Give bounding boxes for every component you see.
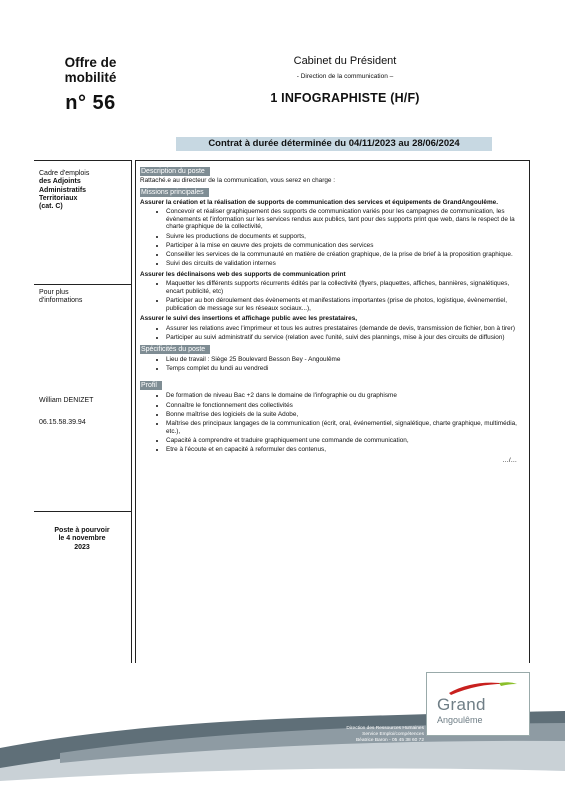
cadre-emplois [39, 170, 131, 211]
logo-grand: Grand [437, 695, 486, 714]
list-item: • Connaître le fonctionnement des collectivités [166, 402, 525, 410]
contract-banner: Contrat à durée déterminée du 04/11/2023 au 28/06/2024 [176, 137, 492, 151]
offer-title-line2: mobilité [64, 70, 117, 85]
job-title: 1 INFOGRAPHISTE (H/F) [270, 91, 420, 105]
profil-heading: Profil [140, 381, 162, 390]
info-label-1: Pour plus [39, 289, 69, 296]
poste-line-1: Poste à pourvoir [54, 527, 110, 534]
description-intro: Rattaché.e au directeur de la communication, vous serez en charge : [140, 177, 336, 184]
grandangouleme-logo [426, 672, 530, 736]
left-divider-1 [34, 284, 131, 285]
list-item: • Etre à l'écoute et en capacité à reformuler des contenus, [166, 446, 525, 454]
missions-list-2 [140, 280, 525, 312]
list-item: • Suivi des circuits de validation internes [166, 260, 525, 268]
list-item: • Suivre les productions de documents et supports, [166, 233, 525, 241]
list-item: • Participer à la mise en œuvre des projets de communication des services [166, 242, 525, 250]
cadre-label: Cadre d'emplois [39, 170, 90, 177]
cadre-value-1: des Adjoints [39, 178, 81, 186]
left-column [34, 160, 132, 663]
poste-a-pourvoir [34, 527, 130, 552]
list-item: • Maîtrise des principaux langages de la communication (écrit, oral, événementiel, signalétique, charte graphique, multimédia, etc.), [166, 420, 525, 435]
list-item: • Concevoir et réaliser graphiquement des supports de communication variés pour les campagnes de communication, les évènements et l'information sur les services rendus aux publics, tant pour des supports print que web, dans le respect de la charte graphique de la collectivité, [166, 208, 525, 231]
missions-sub-1: Assurer la création et la réalisation de supports de communication des services et équipements de GrandAngoulême. [140, 198, 498, 206]
list-item: • Assurer les relations avec l'imprimeur et tous les autres prestataires (demande de devis, transmission de fichier, bon à tirer) [166, 325, 525, 333]
cabinet-title: Cabinet du Président [293, 55, 397, 67]
footer-line-3: Béatrice Baron - 05 45 38 60 72 [355, 738, 424, 743]
list-item: • Lieu de travail : Siège 25 Boulevard Besson Bey - Angoulême [166, 356, 525, 364]
logo-swoosh-icon [429, 675, 529, 697]
poste-line-3: 2023 [74, 543, 90, 551]
left-divider-2 [34, 511, 131, 512]
list-item: • Participer au suivi administratif du service (relation avec l'unité, suivi des plannings, mise à jour des circuits de diffusion) [166, 334, 525, 342]
contact-name: William DENIZET [39, 397, 94, 404]
right-column [135, 160, 530, 663]
list-item: • Participer au bon déroulement des évènements et manifestations importantes (prise de photos, logistique, évènementiel, publication de message sur les réseaux sociaux...), [166, 297, 525, 312]
specificites-list [140, 356, 525, 373]
offer-number: n° 56 [65, 92, 116, 114]
missions-list-3 [140, 325, 525, 342]
continued-marker: …/… [502, 456, 517, 464]
list-item: • Bonne maîtrise des logiciels de la suite Adobe, [166, 411, 525, 419]
profil-list [140, 392, 525, 453]
missions-sub-3: Assurer le suivi des insertions et affichage public avec les prestataires, [140, 315, 358, 323]
list-item: • Temps complet du lundi au vendredi [166, 365, 525, 373]
list-item: • De formation de niveau Bac +2 dans le domaine de l'infographie ou du graphisme [166, 392, 525, 400]
logo-angouleme: Angoulême [437, 715, 483, 725]
list-item: • Conseiller les services de la communauté en matière de création graphique, de la prise de brief à la proposition graphique. [166, 251, 525, 259]
info-label-2: d'informations [39, 297, 83, 305]
cadre-value-4: (cat. C) [39, 203, 63, 211]
info-label [39, 289, 131, 306]
contact-phone: 06.15.58.39.94 [39, 419, 86, 426]
footer-line-1: Direction des Ressources Humaines [346, 726, 424, 731]
list-item: • Maquetter les différents supports récurrents édités par la collectivité (flyers, plaquettes, affiches, bannières, signalétiques, encart publicité, etc) [166, 280, 525, 295]
missions-sub-2: Assurer les déclinaisons web des supports de communication print [140, 270, 346, 278]
cadre-value-3: Territoriaux [39, 194, 78, 202]
cadre-value-2: Administratifs [39, 186, 87, 194]
offer-title [38, 55, 143, 85]
footer-contact [228, 726, 424, 744]
missions-heading: Missions principales [140, 188, 209, 197]
offer-title-line1: Offre de [64, 55, 117, 70]
footer-line-2: Service Emploi/compétences [362, 732, 424, 737]
header [160, 55, 530, 105]
poste-line-2: le 4 novembre [58, 535, 106, 543]
specificites-heading: Spécificités du poste [140, 345, 210, 354]
missions-list-1 [140, 208, 525, 268]
offer-block [38, 55, 143, 115]
direction-subtitle: - Direction de la communication – [296, 73, 394, 80]
job-content [140, 167, 525, 464]
list-item: • Capacité à comprendre et traduire graphiquement une commande de communication, [166, 437, 525, 445]
description-heading: Description du poste [140, 167, 210, 176]
